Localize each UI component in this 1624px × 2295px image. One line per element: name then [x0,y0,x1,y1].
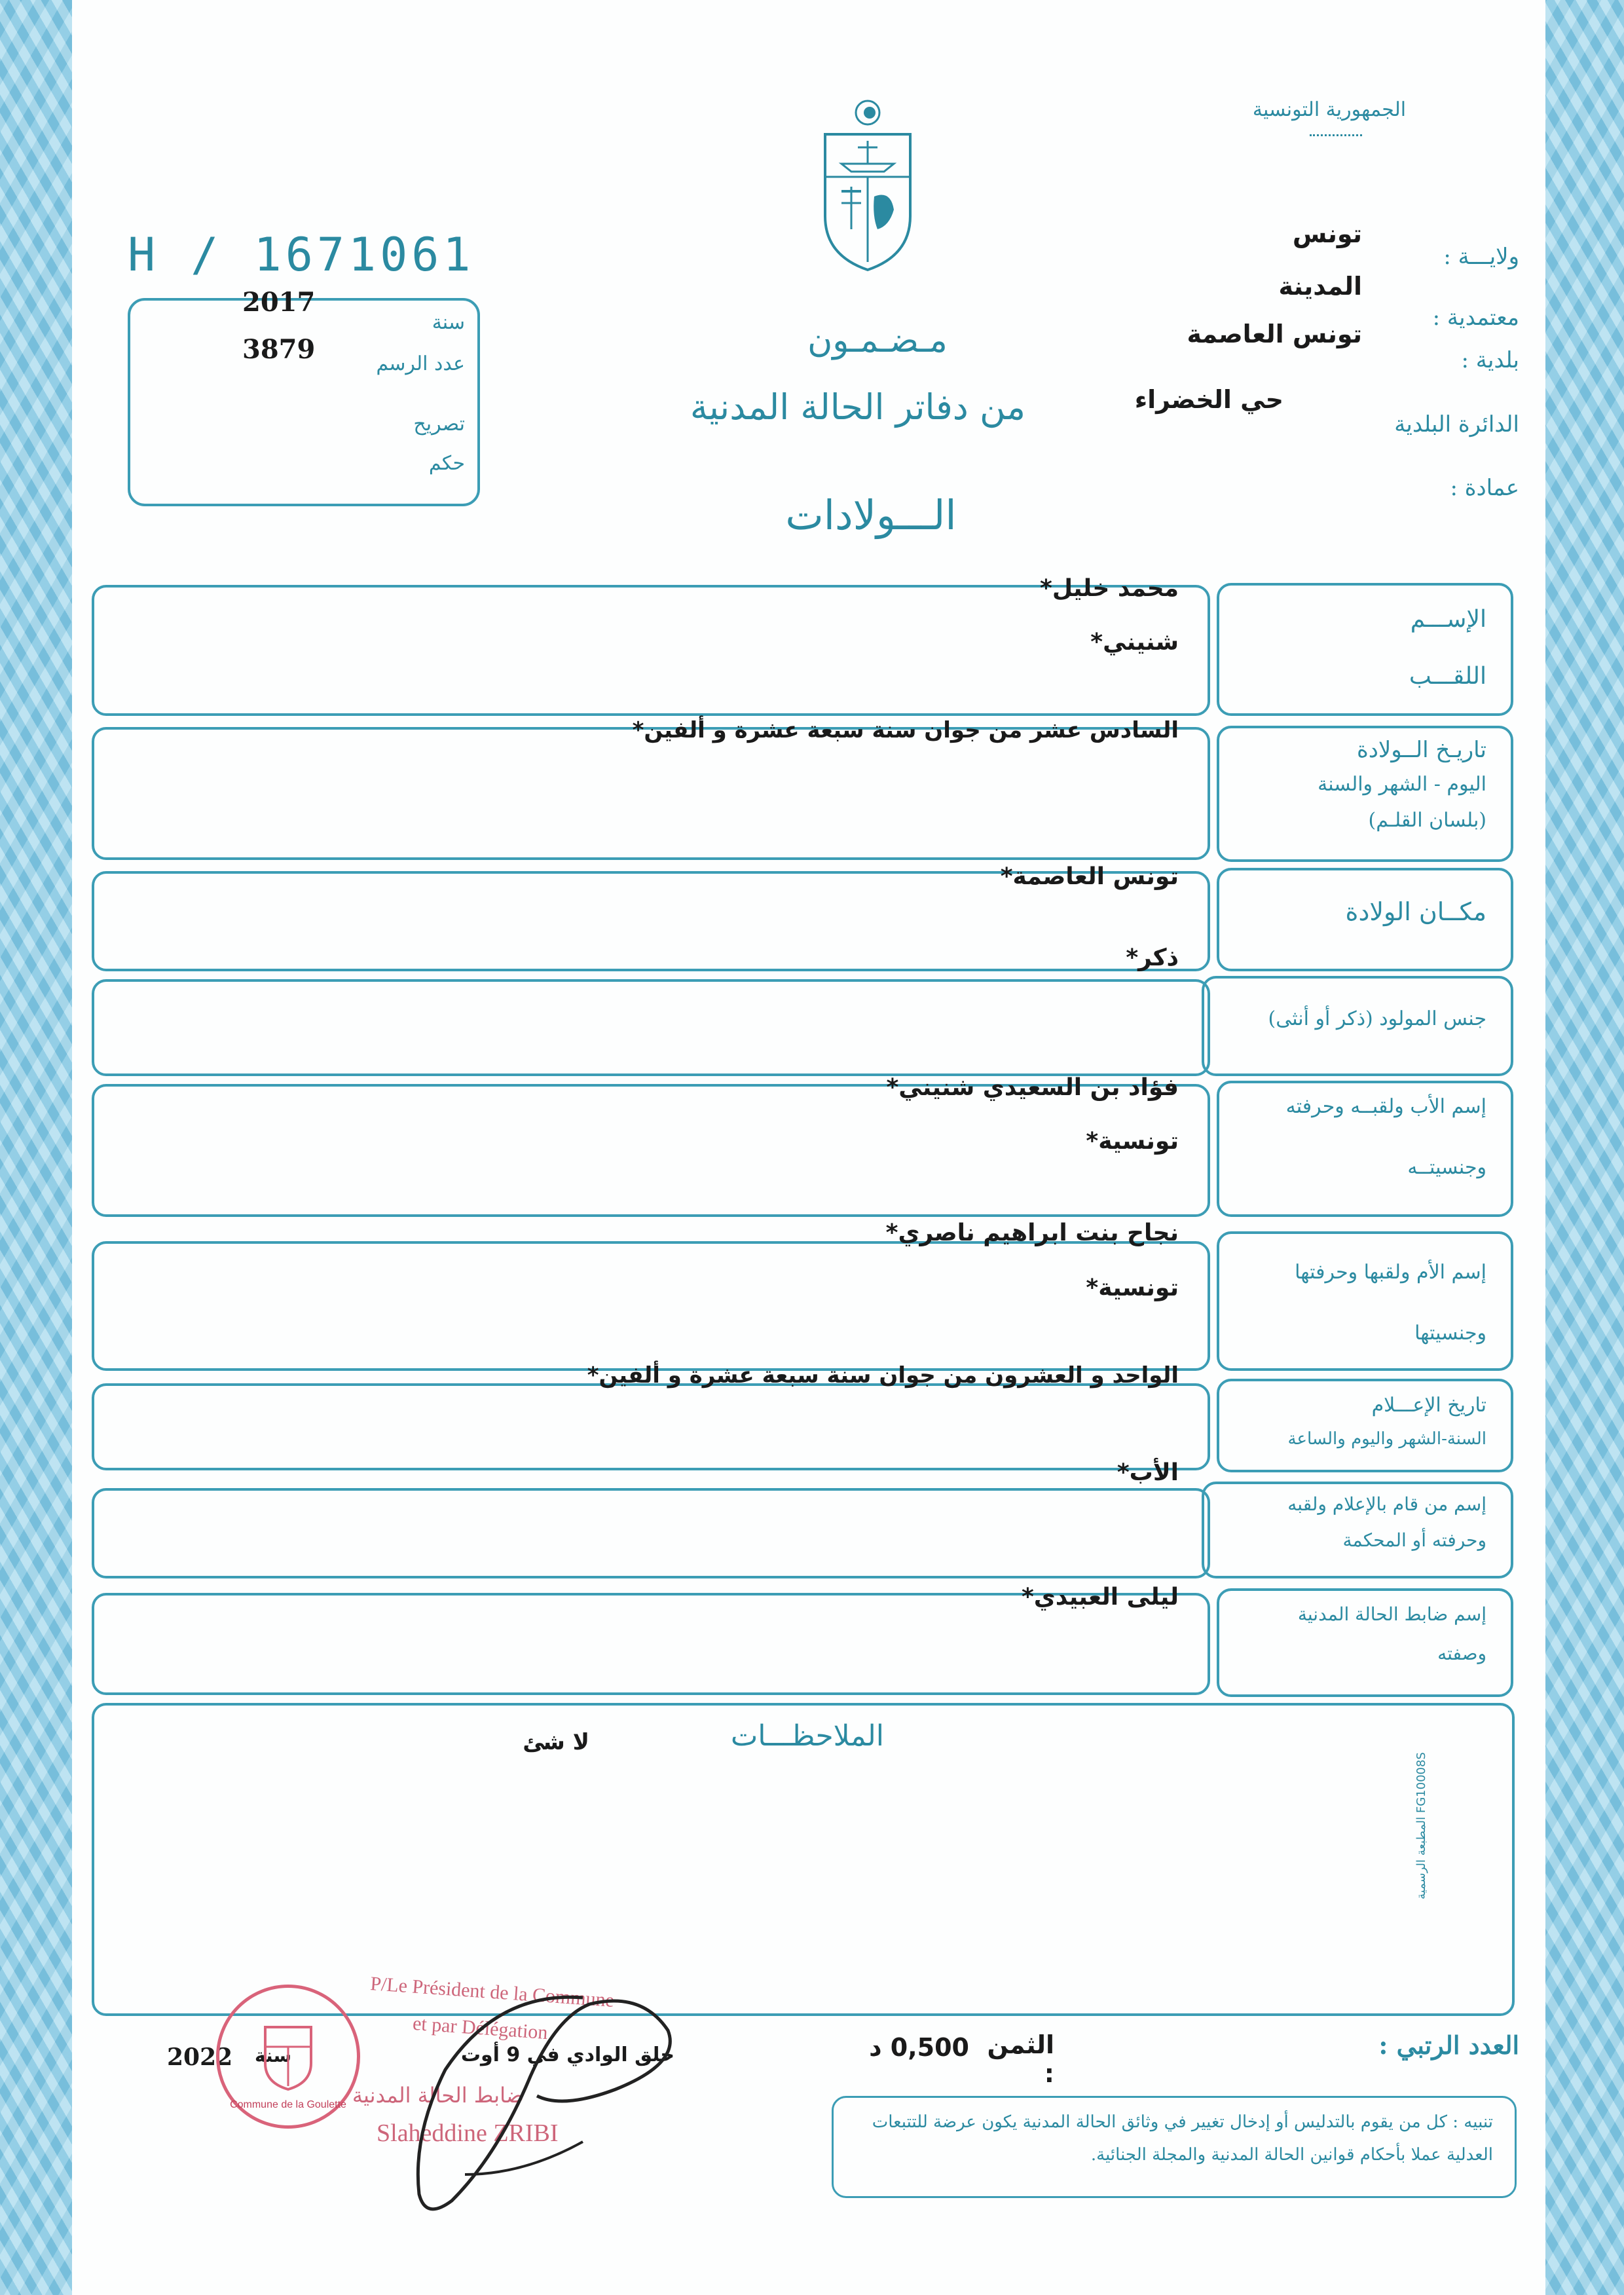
value-father-nationality: تونسية* [1086,1128,1179,1155]
label-father: إسم الأب ولقبــه وحرفته [1285,1095,1486,1118]
value-birth-place: تونس العاصمة* [1000,863,1179,890]
imada-label: عمادة : [1450,475,1519,501]
label-birth-date-words: (بلسان القلـم) [1368,809,1486,832]
label-box-declaration-date [1217,1379,1513,1472]
officer-name-stamp: Slaheddine ZRIBI [377,2119,559,2147]
value-sex: ذكر* [1126,944,1179,971]
label-declaration-date: تاريخ الإعـــلام [1371,1394,1486,1417]
label-birth-date-sub: اليوم - الشهر والسنة [1318,773,1486,796]
label-mother-nationality: وجنسيتها [1414,1322,1486,1345]
label-box-name [1217,583,1513,716]
stamp-line-1: P/Le Président de la Commune [369,1973,616,2011]
value-box-birth-date [92,727,1210,860]
mootamadia-value: المدينة [1278,272,1362,301]
value-box-mother [92,1241,1210,1371]
registration-number-value: 3879 [242,334,316,365]
issue-year: 2022 [167,2043,233,2071]
value-mother: نجاح بنت ابراهيم ناصري* [885,1220,1179,1246]
officer-title-stamp: ضابط الحالة المدنية [352,2083,524,2108]
left-decorative-border [0,0,72,2295]
label-surname: اللقـــب [1409,663,1486,690]
label-birth-date: تاريـخ الــولادة [1356,737,1486,763]
judgment-label: حكم [428,452,465,475]
ordinal-number-label: العدد الرتبي : [1378,2030,1519,2060]
label-registrar-sub: وصفته [1437,1643,1486,1664]
value-surname: شنيني* [1090,629,1179,656]
serial-number: H / 1671061 [128,228,475,282]
label-father-nationality: وجنسيتــه [1407,1156,1486,1179]
value-box-declarant [92,1488,1210,1578]
issue-date-text: حلق الوادي في 9 أوت [460,2043,674,2066]
label-birth-place: مكــان الولادة [1345,897,1486,926]
tunisia-coat-of-arms-icon [812,98,923,275]
value-declaration-date: الواحد و العشرون من جوان سنة سبعة عشرة و ألفين* [587,1362,1179,1389]
registration-year-label: سنة [432,311,465,334]
title-line-3: الـــولادات [785,491,957,539]
title-line-1: مـضـمـون [807,321,948,360]
mootamadia-label: معتمدية : [1432,305,1519,331]
printer-side-mark: المطبعة الرسمية FG10008S [1414,1752,1428,1899]
value-box-sex [92,979,1210,1076]
label-mother: إسم الأم ولقبها وحرفتها [1295,1261,1486,1284]
issue-year-word: سنة [255,2045,291,2066]
daira-value: حي الخضراء [1134,385,1283,414]
value-birth-date: السادس عشر من جوان سنة سبعة عشرة و ألفين* [632,717,1179,743]
label-declaration-date-sub: السنة-الشهر واليوم والساعة [1287,1429,1486,1449]
country-name: الجمهورية التونسية [1252,98,1407,121]
registration-year-value: 2017 [242,287,316,318]
value-first-name: محمد خليل* [1040,575,1179,602]
declaration-label: تصريح [413,413,465,436]
daira-label: الدائرة البلدية [1394,411,1519,438]
remarks-value: لا شئ [523,1729,589,1755]
label-declarant-sub: وحرفته أو المحكمة [1342,1529,1486,1551]
label-declarant: إسم من قام بالإعلام ولقبه [1287,1493,1486,1515]
country-underline-dots [1310,134,1362,140]
seal-emblem-icon [259,2021,318,2093]
remarks-label: الملاحظـــات [730,1719,884,1753]
registration-number-label: عدد الرسم [376,352,465,375]
seal-text: Commune de la Goulette [230,2099,346,2110]
title-line-2: من دفاتر الحالة المدنية [690,386,1026,428]
wilaya-label: ولايـــة : [1443,244,1519,270]
value-declarant: الأب* [1116,1459,1179,1486]
label-sex: جنس المولود (ذكر أو أنثى) [1268,1007,1486,1030]
baladia-label: بلدية : [1461,347,1519,373]
wilaya-value: تونس [1292,219,1362,248]
warning-text: تنبيه : كل من يقوم بالتدليس أو إدخال تغيير في وثائق الحالة المدنية يكون عرضة للتتبعات العدلية عملا بأحكام قوانين الحالة المدنية والمجلة الجنائية. [872,2112,1493,2165]
stamp-line-2: et par Délégation [412,2012,549,2044]
value-mother-nationality: تونسية* [1086,1275,1179,1301]
value-father: فؤاد بن السعيدي شنيني* [886,1074,1179,1101]
right-decorative-border [1545,0,1624,2295]
value-registrar: ليلى العبيدي* [1021,1584,1179,1611]
price-value: 0,500 د [869,2033,969,2062]
label-first-name: الإســـم [1410,606,1486,633]
label-registrar: إسم ضابط الحالة المدنية [1297,1603,1486,1625]
handwritten-signature [367,1978,733,2227]
price-label: الثمن : [987,2030,1054,2088]
label-box-mother [1217,1231,1513,1371]
value-box-declaration-date [92,1383,1210,1470]
baladia-value: تونس العاصمة [1187,320,1362,348]
